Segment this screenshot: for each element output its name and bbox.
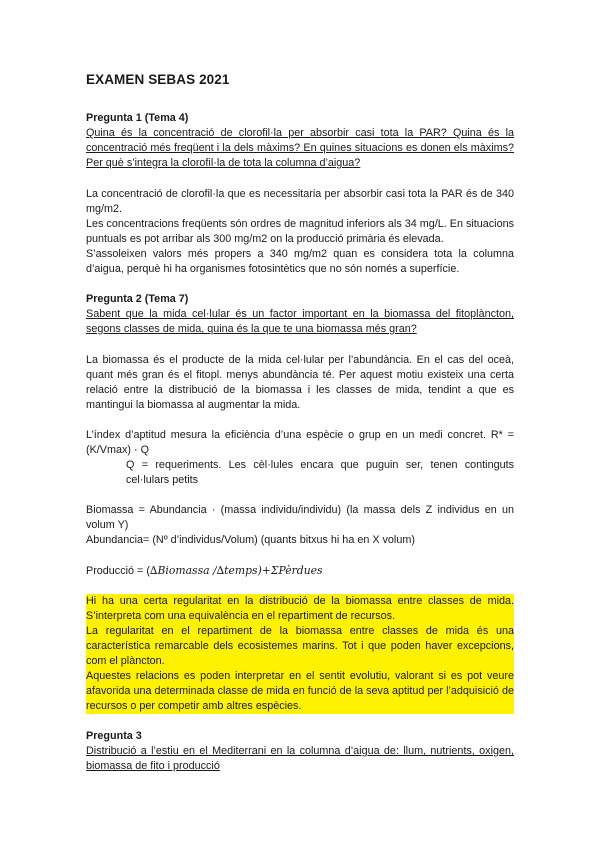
biomass-formula: Biomassa = Abundancia · (massa individu/individu) (la massa dels Z individus en un volum Y) — [86, 504, 514, 531]
question-1 — [86, 111, 514, 277]
spacer — [86, 413, 514, 428]
question-1-answer-1: La concentració de clorofil·la que es necessitaria per absorbir casi tota la PAR és de 340 mg/m2. — [86, 188, 514, 215]
spacer — [86, 714, 514, 729]
highlight-note-2: La regularitat en el repartiment de la biomassa entre classes de mida és una característica remarcable dels ecosistemes marins. Tot i que poden haver excepcions, com el plàncton. — [86, 625, 514, 667]
document-title: EXAMEN SEBAS 2021 — [86, 72, 230, 87]
highlighted-notes — [86, 594, 514, 714]
spacer — [86, 579, 514, 594]
question-1-text: Quina és la concentració de clorofil·la per absorbir casi tota la PAR? Quina és la concentració més freqüent i la dels màxims? En quines situacions es donen els màxims? Per què s’integra la clorofil·la de tota la columna d’aigua? — [86, 127, 514, 169]
spacer — [86, 488, 514, 503]
question-2-text: Sabent que la mida cel·lular és un factor important en la biomassa del fitoplàncton, segons classes de mida, quina és la que te una biomassa més gran? — [86, 308, 514, 335]
production-formula — [86, 563, 514, 579]
question-2-answer-2-indent: Q = requeriments. Les cèl·lules encara que puguin ser, tenen continguts cel·lulars petits — [126, 459, 514, 486]
production-formula-math: ∆Biomassa /∆temps)+ΣPèrdues — [149, 564, 323, 577]
spacer — [86, 548, 514, 563]
question-2-heading: Pregunta 2 (Tema 7) — [86, 293, 189, 305]
highlight-note-3: Aquestes relacions es poden interpretar en el sentit evolutiu, valorant si es pot veure afavorida una determinada classe de mida en funció de la seva aptitud per l’adquisició de recursos o per competir amb altres espècies. — [86, 670, 514, 712]
question-3-text: Distribució a l’estiu en el Mediterrani en la columna d’aigua de: llum, nutrients, oxigen, biomassa de fito i producció — [86, 745, 514, 772]
question-2 — [86, 292, 514, 714]
question-3 — [86, 729, 514, 774]
abundance-formula: Abundancia= (Nº d’individus/Volum) (quants bitxus hi ha en X volum) — [86, 534, 415, 546]
question-2-answer-2: L’índex d’aptitud mesura la eficiència d’una espècie o grup en un medi concret. R* = (K/Vmax) · Q — [86, 429, 514, 456]
spacer — [86, 277, 514, 292]
question-3-heading: Pregunta 3 — [86, 730, 142, 742]
production-formula-prefix: Producció = ( — [86, 565, 150, 577]
question-1-answer-3: S’assoleixen valors més propers a 340 mg/m2 quan es considera tota la columna d’aigua, perquè hi ha organismes fotosintètics que no són només a superfície. — [86, 248, 514, 275]
question-1-heading: Pregunta 1 (Tema 4) — [86, 112, 189, 124]
highlight-note-1: Hi ha una certa regularitat en la distribució de la biomassa entre classes de mida. S’interpreta com una equivalència en el repartiment de recursos. — [86, 595, 514, 622]
question-2-answer-1: La biomassa és el producte de la mida cel·lular per l’abundància. En el cas del oceà, quant més gran és el fitopl. menys abundància té. Per aquest motiu existeix una certa relació entre la distribució de la biomassa i les classes de mida, tendint a que es mantingui la biomassa al augmentar la mida. — [86, 354, 514, 411]
question-1-answer-2: Les concentracions freqüents són ordres de magnitud inferiors als 34 mg/L. En situacions puntuals es pot arribar als 300 mg/m2 on la producció primària és elevada. — [86, 218, 514, 245]
